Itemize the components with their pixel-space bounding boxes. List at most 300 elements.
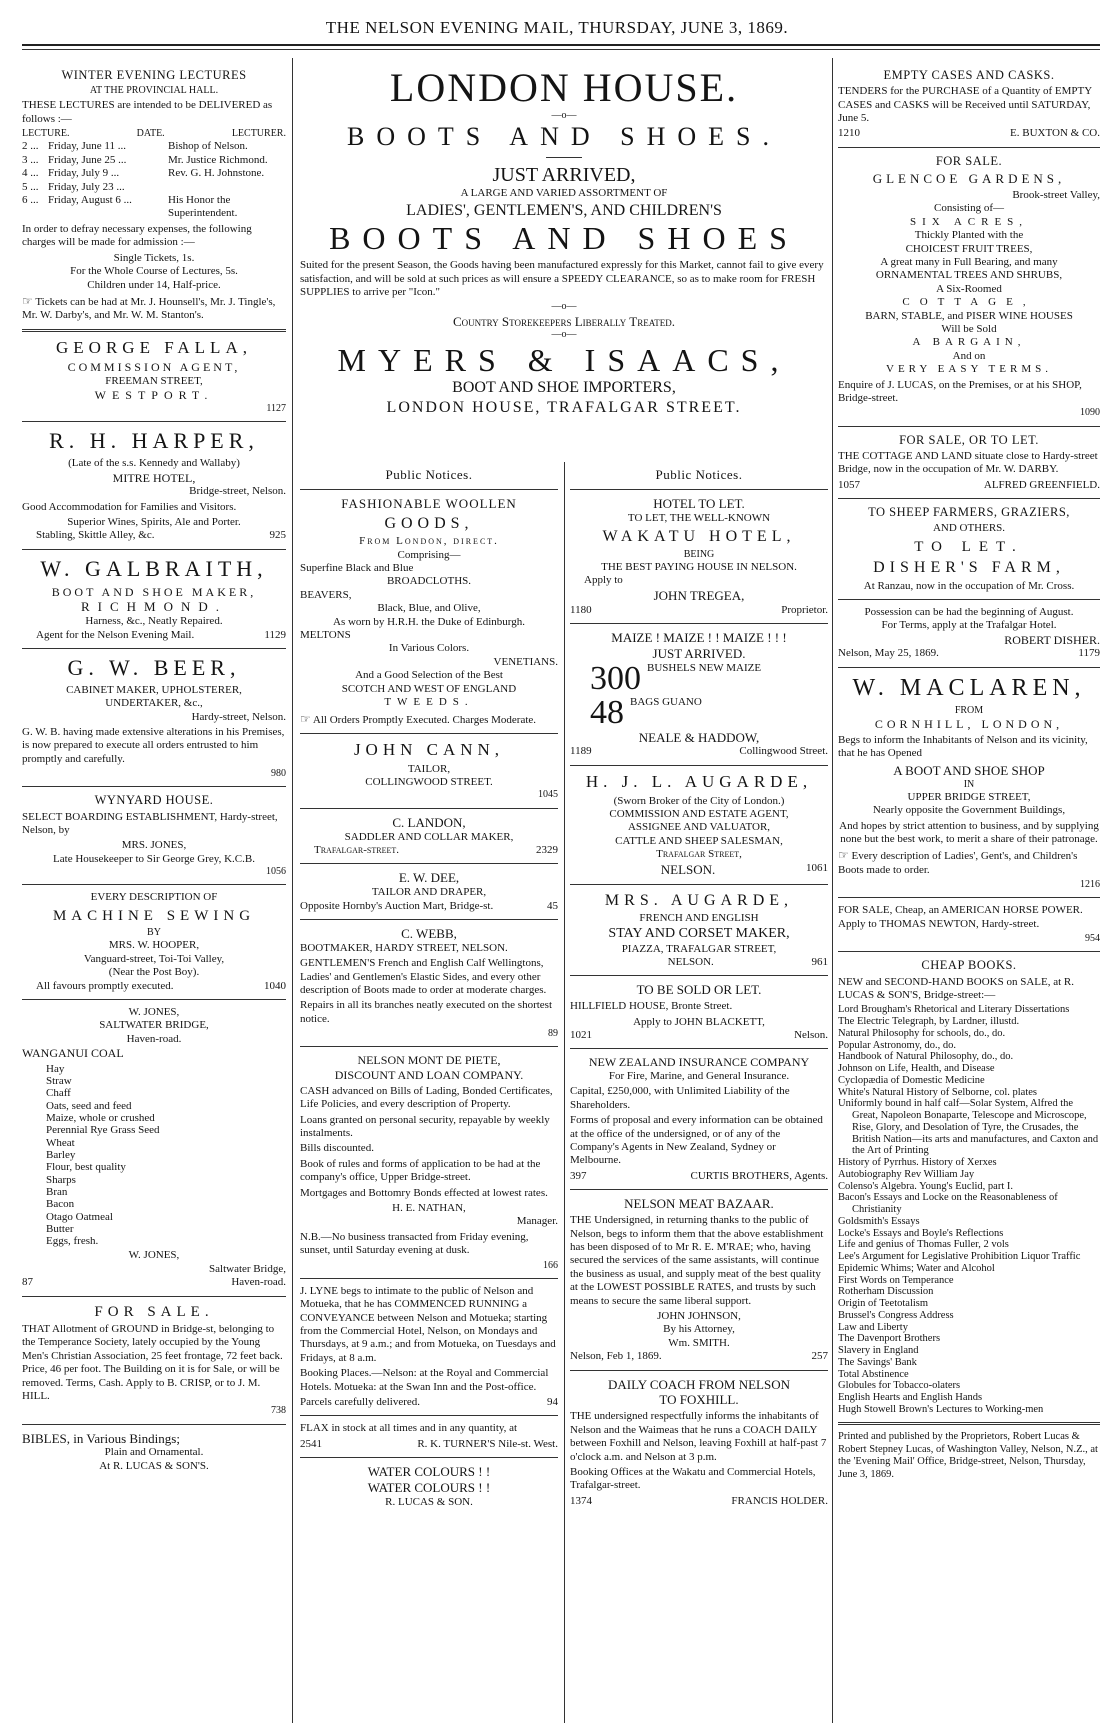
book-item: Hugh Stowell Brown's Lectures to Working-men <box>838 1403 1044 1415</box>
list-item: Flour, best quality <box>46 1161 126 1174</box>
meat-sig2: By his Attorney, <box>663 1323 735 1336</box>
divider <box>838 897 1100 898</box>
lectures-header: LECTURER. <box>231 128 286 140</box>
maclaren-name: W. MACLAREN, <box>852 674 1086 701</box>
book-item: Handbook of Natural Philosophy, do., do. <box>838 1051 1014 1063</box>
meat-date: Nelson, Feb 1, 1869. <box>570 1350 662 1363</box>
pointing-hand-icon: ☞ <box>838 848 849 863</box>
sold-ad <box>570 982 828 1042</box>
ad-number: 1127 <box>266 403 286 415</box>
book-item: Life and genius of Thomas Fuller, 2 vols <box>838 1239 1009 1251</box>
dee-name: E. W. DEE, <box>398 870 460 886</box>
ad-number: 1057 <box>838 478 860 491</box>
sale-line1: GLENCOE GARDENS, <box>872 171 1066 187</box>
mdp-title2: DISCOUNT AND LOAN COMPANY. <box>334 1068 524 1083</box>
maize-arrived: JUST ARRIVED. <box>652 645 746 661</box>
ad-number: 1129 <box>264 628 286 641</box>
beer-ad <box>22 655 286 780</box>
lecture-num: 6 ... <box>22 194 39 207</box>
galbraith-ad <box>22 556 286 642</box>
flax-ad <box>300 1422 558 1451</box>
london-house-street: LONDON HOUSE, TRAFALGAR STREET. <box>386 398 742 416</box>
mdp-nb: N.B.—No business transacted from Friday evening, sunset, until Saturday evening at dusk. <box>300 1230 529 1257</box>
harper-name: R. H. HARPER, <box>49 428 259 454</box>
list-item: Oats, seed and feed <box>46 1099 132 1112</box>
let-body: THE COTTAGE AND LAND situate close to Hardy-street Bridge, now in the occupation of Mr. W. DARBY. <box>838 449 1098 476</box>
webb-body: GENTLEMEN'S French and English Calf Wellingtons, Ladies' and Gentlemen's Elastic Sides, and every other description of Boots made to order at moderate charges. <box>300 957 547 997</box>
lecture-date: Friday, June 25 ... <box>48 153 127 166</box>
woollen-line3: From London, direct. <box>359 535 499 548</box>
book-item: The Davenport Brothers <box>838 1333 941 1345</box>
ad-number: 397 <box>570 1169 587 1182</box>
book-item: Globules for Tobacco-olaters <box>838 1380 961 1392</box>
importers: BOOT AND SHOE IMPORTERS, <box>452 379 676 397</box>
myers-isaacs: MYERS & ISAACS, <box>337 341 791 378</box>
divider <box>570 1370 828 1371</box>
ad-number: 954 <box>1085 933 1100 945</box>
woollen-line5: Superfine Black and Blue <box>300 562 414 575</box>
divider <box>300 1457 558 1458</box>
maclaren-line2: Begs to inform the Inhabitants of Nelson and its vicinity, that he has Opened <box>838 733 1088 760</box>
sale-line10: COTTAGE, <box>902 296 1036 309</box>
forsale-title: FOR SALE. <box>94 1303 214 1320</box>
hooper-line2: BY <box>147 927 161 939</box>
london-house-body: Suited for the present Season, the Goods having been manufactured expressly for this Market, cannot fail to give every satisfaction, and will be sold at such prices as will ensure a SPEEDY CLEARANCE, so as to make room for FRESH SUPPLIES to arrive per "Icon." <box>300 259 824 298</box>
cann-ad <box>300 740 558 802</box>
beer-trade: CABINET MAKER, UPHOLSTERER, <box>66 683 242 696</box>
lecture-lecturer: Rev. G. H. Johnstone. <box>168 167 265 180</box>
divider <box>570 765 828 766</box>
sold-place: Nelson. <box>794 1029 828 1041</box>
sheep-line5: For Terms, apply at the Trafalgar Hotel. <box>881 619 1057 632</box>
lecture-num: 2 ... <box>22 140 39 153</box>
falla-line1: COMMISSION AGENT, <box>67 360 241 375</box>
beer-street: Hardy-street, Nelson. <box>191 710 286 723</box>
ladies-line: LADIES', GENTLEMEN'S, AND CHILDREN'S <box>406 201 722 219</box>
list-item: Chaff <box>46 1087 71 1100</box>
empty-cases-ad <box>838 68 1100 141</box>
harper-street: Bridge-street, Nelson. <box>189 485 286 498</box>
landon-trade: SADDLER AND COLLAR MAKER, <box>344 830 514 843</box>
woollen-line8: Black, Blue, and Olive, <box>377 602 481 615</box>
ad-number: 2541 <box>300 1437 322 1450</box>
hotel-line6: Apply to <box>584 574 623 587</box>
insurance-sig: CURTIS BROTHERS, Agents. <box>690 1169 828 1182</box>
landon-ad <box>300 815 558 858</box>
divider <box>570 489 828 490</box>
maize-ad <box>570 630 828 759</box>
lecture-row <box>22 181 286 194</box>
maclaren-line5: UPPER BRIDGE STREET, <box>907 790 1031 803</box>
divider <box>570 623 828 624</box>
bibles-line2: Plain and Ornamental. <box>104 1446 204 1459</box>
lecture-lecturer: Mr. Justice Richmond. <box>168 153 268 166</box>
divider <box>300 1415 558 1416</box>
wynyard-by: MRS. JONES, <box>121 839 187 852</box>
mrsaugarde-line2: STAY AND CORSET MAKER, <box>608 926 790 942</box>
mrsaugarde-line3: PIAZZA, TRAFALGAR STREET, <box>621 942 777 955</box>
divider <box>22 329 286 332</box>
ad-number: 925 <box>269 529 286 542</box>
mdp-b3: Bills discounted. <box>300 1142 374 1155</box>
harper-line2: Superior Wines, Spirits, Ale and Porter. <box>67 515 241 528</box>
woollen-line7: BEAVERS, <box>300 588 352 601</box>
lectures-price: Children under 14, Half-price. <box>87 278 221 291</box>
ad-number: 166 <box>543 1259 558 1271</box>
hooper-line3: MRS. W. HOOPER, <box>108 939 200 952</box>
flax-sig: R. K. TURNER'S Nile-st. West. <box>417 1437 558 1450</box>
hooper-line6: All favours promptly executed. <box>36 979 174 992</box>
bibles-ad <box>22 1431 286 1474</box>
sheep-line2: DISHER'S FARM, <box>873 559 1065 577</box>
sale-line12: Will be Sold <box>941 323 997 336</box>
column-divider-1 <box>292 58 293 1723</box>
hooper-line5: (Near the Post Boy). <box>108 966 200 979</box>
water-line2: WATER COLOURS ! ! <box>367 1480 491 1496</box>
sale-line13: A BARGAIN, <box>912 336 1026 349</box>
lectures-tickets: Tickets can be had at Mr. J. Hounsell's, Mr. J. Tingle's, Mr. W. Darby's, and Mr. W. M. Stanton's. <box>22 295 276 322</box>
lectures-title: WINTER EVENING LECTURES <box>61 68 247 82</box>
lectures-intro: THESE LECTURES are intended to be DELIVERED as follows :— <box>22 99 273 125</box>
sale-line16: Enquire of J. LUCAS, on the Premises, or at his SHOP, Bridge-street. <box>838 378 1082 405</box>
webb-trade: BOOTMAKER, HARDY STREET, NELSON. <box>300 941 508 954</box>
cann-name: JOHN CANN, <box>353 739 505 759</box>
divider <box>300 733 558 734</box>
book-item: Total Abstinence <box>838 1368 909 1380</box>
meat-title: NELSON MEAT BAZAAR. <box>624 1196 774 1212</box>
woollen-line13: And a Good Selection of the Best <box>355 669 503 682</box>
book-item: Natural Philosophy for schools, do., do. <box>838 1027 1006 1039</box>
lyne-ad <box>300 1285 558 1410</box>
maize-sig: NEALE & HADDOW, <box>638 729 760 745</box>
book-item: Lord Brougham's Rhetorical and Literary Dissertations <box>838 1004 1070 1016</box>
divider <box>838 498 1100 499</box>
wjones-place: SALTWATER BRIDGE, <box>99 1019 209 1032</box>
column-divider-2 <box>832 58 833 1723</box>
dee-trade: TAILOR AND DRAPER, <box>371 886 487 899</box>
column-divider-sub <box>564 462 565 1723</box>
sheep-ad <box>838 505 1100 661</box>
book-item: Rotherham Discussion <box>838 1286 934 1298</box>
lecture-row <box>22 194 286 221</box>
meat-ad <box>570 1196 828 1363</box>
sale-line7: A great many in Full Bearing, and many <box>880 256 1058 269</box>
maize-t1: BUSHELS NEW MAIZE <box>647 661 762 674</box>
dee-ad <box>300 870 558 913</box>
beer-trade2: UNDERTAKER, &c., <box>105 697 203 710</box>
augarde-name: H. J. L. AUGARDE, <box>585 771 813 791</box>
ad-number: 257 <box>811 1350 828 1363</box>
column-2-top <box>300 66 828 417</box>
falla-line2: FREEMAN STREET, <box>105 375 203 388</box>
landon-street: Trafalgar-street. <box>314 843 399 856</box>
augarde-line5: Trafalgar Street, <box>656 848 742 861</box>
london-house-ad <box>300 66 828 417</box>
sheep-date: Nelson, May 25, 1869. <box>838 647 939 660</box>
hotel-line3: WAKATU HOTEL, <box>602 528 796 546</box>
divider <box>838 426 1100 427</box>
divider <box>300 808 558 809</box>
ad-number: 961 <box>811 955 828 968</box>
divider <box>838 147 1100 148</box>
wjones-items <box>22 1063 286 1248</box>
sheep-line3: At Ranzau, now in the occupation of Mr. Cross. <box>863 579 1075 592</box>
ad-number: 1056 <box>266 866 286 878</box>
public-notices-header: Public Notices. <box>655 467 743 482</box>
maize-title: MAIZE ! MAIZE ! ! MAIZE ! ! ! <box>611 629 787 645</box>
empty-body: TENDERS for the PURCHASE of a Quantity of EMPTY CASES and CASKS will be Received until SATURDAY, June 5. <box>838 85 1092 125</box>
lecture-row <box>22 167 286 180</box>
divider <box>22 1296 286 1297</box>
augarde-line6: NELSON. <box>660 861 716 877</box>
hooper-ad <box>22 891 286 993</box>
woollen-ad <box>300 496 558 727</box>
lecture-date: Friday, August 6 ... <box>48 194 132 207</box>
hooper-line1: MACHINE SEWING <box>52 907 256 924</box>
divider <box>300 1278 558 1279</box>
augarde-line1: (Sworn Broker of the City of London.) <box>613 794 785 807</box>
ad-number: 1061 <box>806 861 828 874</box>
lectures-subtitle: AT THE PROVINCIAL HALL. <box>89 85 219 97</box>
hooper-line0: EVERY DESCRIPTION OF <box>90 891 218 904</box>
cann-trade: TAILOR, <box>407 762 451 775</box>
ad-number: 1374 <box>570 1494 592 1507</box>
mrsaugarde-ad <box>570 891 828 970</box>
beer-name: G. W. BEER, <box>67 654 241 680</box>
mdp-title: NELSON MONT DE PIETE, <box>357 1053 501 1068</box>
water-line3: R. LUCAS & SON. <box>385 1495 473 1508</box>
meat-body: THE Undersigned, in returning thanks to the public of Nelson, begs to inform them that the above establishment has been disposed of to Mr R. E. M'RAE; who, having secured the services of the same assistants, will continue the business as usual, and supply meat of the best quality at the LOWEST POSSIBLE RATES, and trusts by such means to secure the same liberal support. <box>570 1214 824 1307</box>
book-item: Locke's Essays and Boyle's Reflections <box>838 1227 1004 1239</box>
bibles-line3: At R. LUCAS & SON'S. <box>99 1459 209 1472</box>
books-title: CHEAP BOOKS. <box>921 958 1017 973</box>
lectures-table <box>22 140 286 220</box>
montdepiete-ad <box>300 1053 558 1271</box>
coach-ad <box>570 1377 828 1509</box>
book-item: White's Natural History of Selborne, col. plates <box>838 1086 1038 1098</box>
insurance-line3: Forms of proposal and every information can be obtained at the office of the undersigned, or of any of the Company's Agents in New Zealand, Sydney or Melbourne. <box>570 1114 823 1167</box>
maclaren-ad <box>838 674 1100 892</box>
divider <box>300 1046 558 1047</box>
mrsaugarde-name: MRS. AUGARDE, <box>604 891 794 909</box>
book-item: Brussel's Congress Address <box>838 1309 954 1321</box>
divider <box>570 884 828 885</box>
ad-number: 1021 <box>570 1029 592 1041</box>
wjones-head: WANGANUI COAL <box>22 1046 124 1061</box>
ad-number: 94 <box>547 1396 558 1409</box>
divider <box>22 648 286 649</box>
ad-number: 89 <box>548 1028 558 1040</box>
ad-number: 1045 <box>538 789 558 801</box>
sale-title: FOR SALE. <box>935 153 1003 168</box>
book-item: Origin of Teetotalism <box>838 1298 929 1310</box>
wjones-name: W. JONES, <box>128 1005 180 1018</box>
sale-line8: ORNAMENTAL TREES AND SHRUBS, <box>875 269 1063 282</box>
divider <box>22 549 286 550</box>
book-item: Law and Liberty <box>838 1321 908 1333</box>
divider <box>300 489 558 490</box>
wjones-sig3: Haven-road. <box>231 1276 286 1289</box>
insurance-line2: Capital, £250,000, with Unlimited Liability of the Shareholders. <box>570 1085 790 1111</box>
book-item: Slavery in England <box>838 1345 919 1357</box>
insurance-line1: For Fire, Marine, and General Insurance. <box>608 1070 790 1083</box>
wynyard-ad <box>22 793 286 878</box>
insurance-ad <box>570 1055 828 1183</box>
books-intro: NEW and SECOND-HAND BOOKS on SALE, at R. LUCAS & SON'S, Bridge-street:— <box>838 975 1074 1002</box>
divider <box>22 999 286 1000</box>
augarde-line4: CATTLE AND SHEEP SALESMAN, <box>615 834 783 847</box>
divider <box>22 421 286 422</box>
lectures-headers <box>22 128 286 140</box>
let-sig: ALFRED GREENFIELD. <box>983 478 1100 491</box>
sale-line15: VERY EASY TERMS. <box>886 363 1052 376</box>
book-item: Johnson on Life, Health, and Disease <box>838 1063 995 1075</box>
lecture-num: 4 ... <box>22 167 39 180</box>
list-item: Bacon <box>46 1198 75 1211</box>
webb-name: C. WEBB, <box>401 926 457 941</box>
coach-body: THE undersigned respectfully informs the inhabitants of Nelson and the Waimeas that he runs a COACH DAILY between Foxhill and Nelson, leaving Foxhill at half-past 7 o'clock a.m. and Nelson at 3 p.m. <box>570 1410 827 1463</box>
galbraith-line2: Agent for the Nelson Evening Mail. <box>36 628 195 641</box>
woollen-line6: BROADCLOTHS. <box>386 575 472 588</box>
forsale-body: THAT Allotment of GROUND in Bridge-st, belonging to the Temperance Society, lately occupied by the Young Men's Christian Association, 25 feet frontage, 72 feet back. Price, 46 per foot. The Building on it is for Sale, or will be removed. Terms, Cash. Apply to B. CRISP, or to J. M. HILL. <box>22 1322 283 1403</box>
woollen-line10: MELTONS <box>300 629 351 642</box>
augarde-line2: COMMISSION AND ESTATE AGENT, <box>609 808 789 821</box>
galbraith-line1: Harness, &c., Neatly Repaired. <box>85 615 223 628</box>
pointing-hand-icon: ☞ <box>300 711 311 726</box>
list-item: Maize, whole or crushed <box>46 1112 155 1125</box>
horse-ad <box>838 904 1100 945</box>
lectures-price: Single Tickets, 1s. <box>113 251 195 264</box>
list-item: Bran <box>46 1185 68 1198</box>
lectures-price: For the Whole Course of Lectures, 5s. <box>70 265 238 278</box>
list-item: Straw <box>46 1075 72 1088</box>
lectures-header: LECTURE. <box>22 128 70 140</box>
woollen-line14: SCOTCH AND WEST OF ENGLAND <box>341 682 517 695</box>
column-3 <box>838 66 1100 1484</box>
books-list <box>838 1004 1100 1415</box>
lectures-ad <box>22 68 286 323</box>
lecture-row <box>22 154 286 167</box>
sheep-line1: TO LET. <box>914 538 1024 555</box>
london-house-title: LONDON HOUSE. <box>389 65 739 110</box>
sale-line4: SIX ACRES, <box>909 215 1029 228</box>
flax-body: FLAX in stock at all times and in any quantity, at <box>300 1422 518 1435</box>
mrsaugarde-line1: FRENCH AND ENGLISH <box>639 912 759 925</box>
book-item: Lee's Argument for Legislative Prohibition Liquor Traffic <box>838 1251 1081 1263</box>
boots-heading: BOOTS AND SHOES. <box>347 122 781 152</box>
country-line: Country Storekeepers Liberally Treated. <box>453 313 675 329</box>
book-item: Popular Astronomy, do., do. <box>838 1039 957 1051</box>
beer-body: G. W. B. having made extensive alterations in his Premises, is now prepared to execute all orders entrusted to him promptly and carefully. <box>22 725 285 765</box>
maclaren-line3: A BOOT AND SHOE SHOP <box>893 762 1045 778</box>
sale-line9: A Six-Roomed <box>936 282 1002 295</box>
mdp-b4: Book of rules and forms of application to be had at the company's office, Upper Bridge-street. <box>300 1157 541 1184</box>
divider <box>22 884 286 885</box>
coach-title2: TO FOXHILL. <box>659 1392 739 1408</box>
ornament: —o— <box>551 329 577 341</box>
mdp-sig: H. E. NATHAN, <box>392 1201 466 1214</box>
book-item: The Savings' Bank <box>838 1356 917 1368</box>
ad-number: 1179 <box>1078 647 1100 660</box>
divider <box>838 1422 1100 1425</box>
glencoe-ad <box>838 154 1100 420</box>
wynyard-title: WYNYARD HOUSE. <box>94 793 214 808</box>
divider <box>570 975 828 976</box>
lecture-lecturer <box>168 181 286 194</box>
coach-b2: Booking Offices at the Wakatu and Commercial Hotels, Trafalgar-street. <box>570 1465 816 1492</box>
harper-line3: Stabling, Skittle Alley, &c. <box>36 529 155 542</box>
hotel-line2: TO LET, THE WELL-KNOWN <box>627 511 771 524</box>
water-line1: WATER COLOURS ! ! <box>367 1464 491 1480</box>
meat-sig3: Wm. SMITH. <box>668 1336 730 1349</box>
harper-line1: Good Accommodation for Families and Visitors. <box>22 500 237 513</box>
ad-number: 980 <box>271 768 286 780</box>
galbraith-trade: BOOT AND SHOE MAKER, <box>51 584 257 599</box>
ad-number: 1216 <box>1080 879 1100 891</box>
maclaren-line4: IN <box>963 778 975 790</box>
divider <box>546 157 582 158</box>
ad-number: 738 <box>271 1405 286 1417</box>
wjones-sig2: Saltwater Bridge, <box>209 1262 286 1275</box>
galbraith-name: W. GALBRAITH, <box>40 555 268 581</box>
masthead-rule <box>22 44 1100 46</box>
maize-t2: BAGS GUANO <box>630 695 702 708</box>
falla-ad <box>22 338 286 416</box>
falla-line3: WESTPORT. <box>94 388 214 403</box>
column-1 <box>22 66 286 1473</box>
sheep-line4: Possession can be had the beginning of August. <box>864 606 1074 619</box>
landon-name: C. LANDON, <box>392 814 466 830</box>
augarde-line3: ASSIGNEE AND VALUATOR, <box>627 821 771 834</box>
mrsaugarde-line4: NELSON. <box>667 955 714 968</box>
lecture-date: Friday, June 11 ... <box>48 140 127 153</box>
woollen-line4: Comprising— <box>397 548 461 561</box>
list-item: Eggs, fresh. <box>46 1235 99 1248</box>
ad-number: 1040 <box>264 979 286 992</box>
sale-line3: Consisting of— <box>934 202 1004 215</box>
meat-sig: JOHN JOHNSON, <box>657 1309 741 1322</box>
water-ad <box>300 1464 558 1509</box>
divider <box>570 1048 828 1049</box>
sold-body: HILLFIELD HOUSE, Bronte Street. <box>570 1000 733 1013</box>
galbraith-place: RICHMOND. <box>80 599 228 615</box>
augarde-ad <box>570 772 828 878</box>
webb-body2: Repairs in all its branches neatly executed on the shortest notice. <box>300 999 553 1025</box>
let-ad <box>838 433 1100 492</box>
woollen-line11: In Various Colors. <box>388 642 470 655</box>
harper-ad <box>22 428 286 542</box>
assortment: A LARGE AND VARIED ASSORTMENT OF <box>460 187 668 200</box>
empty-title: EMPTY CASES AND CASKS. <box>883 68 1055 82</box>
bibles-line1: BIBLES, in Various Bindings; <box>22 1430 180 1446</box>
boots-heading-2: BOOTS AND SHOES <box>329 220 799 257</box>
hotel-line1: HOTEL TO LET. <box>653 495 745 511</box>
maclaren-line8: Every description of Ladies', Gent's, and Children's Boots made to order. <box>838 850 1078 876</box>
list-item: Otago Oatmeal <box>46 1210 113 1223</box>
sale-line2: Brook-street Valley, <box>1012 188 1100 201</box>
maclaren-line6: Nearly opposite the Government Buildings, <box>872 804 1066 817</box>
harper-hotel: MITRE HOTEL, <box>112 470 196 485</box>
ad-number: 45 <box>547 899 558 912</box>
ad-number: 1180 <box>570 603 592 616</box>
wynyard-body: SELECT BOARDING ESTABLISHMENT, Hardy-street, Nelson, by <box>22 810 278 837</box>
list-item: Sharps <box>46 1173 76 1186</box>
list-item: Barley <box>46 1148 76 1161</box>
coach-title: DAILY COACH FROM NELSON <box>607 1376 791 1392</box>
masthead: THE NELSON EVENING MAIL, THURSDAY, JUNE 3, 1869. <box>325 18 789 37</box>
divider <box>22 786 286 787</box>
horse-body: FOR SALE, Cheap, an AMERICAN HORSE POWER. Apply to THOMAS NEWTON, Hardy-street. <box>838 904 1083 930</box>
